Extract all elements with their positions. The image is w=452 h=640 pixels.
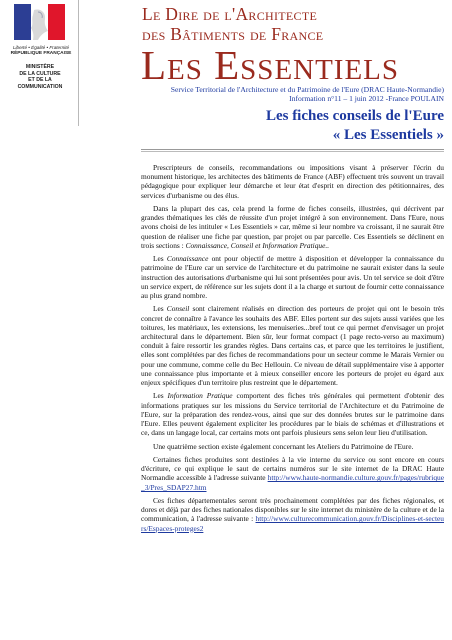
header-divider xyxy=(141,149,444,150)
logo-divider xyxy=(78,0,79,126)
paragraph-information-pratique-text: comportent des fiches très générales qui permettent d'obtenir des informations pratiques sur les missions du Service territorial de l'Architecture et du Patrimoine de l'Eure, sur la préparation des rendez-vous, ainsi que sur des données brutes sur le patrimoine dans l'Eure. Elles peuvent également expliciter les procédures par le biais de schémas et d'illustrations et ce, dans un langage local, car certains mots ont parfois plusieurs sens selon leur lieu d'utilisation. xyxy=(141,391,444,438)
lead-word: Les xyxy=(153,304,164,314)
information-line: Information n°11 – 1 juin 2012 -France POULAIN xyxy=(289,94,444,103)
document-heading-1: Les fiches conseils de l'Eure xyxy=(265,108,444,124)
title-line-2: des Bâtiments de France xyxy=(142,24,324,44)
paragraph-ministry-link xyxy=(141,496,444,533)
ministry-name: MINISTÈRE DE LA CULTURE ET DE LA COMMUNICATION xyxy=(17,64,63,90)
header xyxy=(0,0,452,143)
term-connaissance: Connaissance xyxy=(166,254,209,264)
document-body xyxy=(141,163,444,537)
paragraph-ateliers: Une quatrième section existe également concernant les Ateliers du Patrimoine de l'Eure. xyxy=(153,441,414,451)
term-information-pratique: Information Pratique xyxy=(167,391,233,401)
term-conseil: Conseil xyxy=(166,304,190,314)
ministry-logo xyxy=(0,0,80,126)
motto: Liberté • Égalité • Fraternité xyxy=(12,45,70,50)
paragraph-drac-text: Certaines fiches produites sont destinées à la vie interne du service ou sont encore en cours d'écriture, ce qui explique le saut de certains numéros sur le site internet de la DRAC Haute Normandie accessible à l'adresse suivante xyxy=(141,455,444,483)
paragraph-ministry-text: Ces fiches départementales seront très prochainement complétées par des fiches régionales, et dores et déjà par des fiches nationales disponibles sur le site internet du ministère de la culture et de la communication, à l'adresse suivante : xyxy=(141,496,444,524)
paragraph-connaissance-text: ont pour objectif de mettre à disposition et développer la connaissance du patrimoine de l'Eure car un service de l'architecture et du patrimoine ne saurait exister dans la seule instruction des autorisations d'urbanisme qui lui sont présentées pour avis. Un tel service se doit d'être un service expert, de référence sur les sujets dont il a la charge et surtout de fournir cette connaissance au plus grand nombre. xyxy=(141,254,444,301)
title-line-1: Le Dire de l'Architecte xyxy=(142,4,318,24)
drac-website-link[interactable]: http://www.haute-normandie.culture.gouv.fr/pages/rubrique_3/Pres_SDAP27.htm xyxy=(141,473,444,492)
service-line: Service Territorial de l'Architecture et du Patrimoine de l'Eure (DRAC Haute-Normandie) xyxy=(170,85,444,94)
ministry-website-link[interactable]: http://www.culturecommunication.gouv.fr/Disciplines-et-secteurs/Espaces-proteges2 xyxy=(141,514,444,533)
lead-word: Les xyxy=(153,391,164,401)
header-divider-thin xyxy=(141,151,444,152)
paragraph-fiches xyxy=(141,204,444,250)
paragraph-fiches-text: Dans la plupart des cas, cela prend la forme de fiches conseils, illustrées, qui décrivent par grandes thématiques les clés de réussite d'un projet intégré à son environnement. Dans l'Eure, nous avons choisi de les intituler « Les Essentiels » car, même si leur nombre va croissant, il ne saurait être question de réaliser une fiche par question, par projet ou par parcelle. Ces Essentiels se déclinent en trois sections : xyxy=(141,204,444,250)
paragraph-conseil-text: sont clairement réalisés en direction des porteurs de projet qui ont le besoin très concret de connaître à l'avance les souhaits des ABF. Elles portent sur des sujets aussi variées que les toitures, les matériaux, les extensions, les menuiseries...bref tout ce qui permet d'envisager un projet architectural dans le département. Bien sûr, leur format compact (1 page recto-verso au maximum) conduit à faire ressortir les grandes règles. Dans certains cas, et parce que les territoires le justifient, elles sont complétées par des fiches de recommandations pour un secteur comme le Marais Vernier ou pour une commune, comme celle du Bec Hellouin. Ce niveau de détail supplémentaire vise à apporter une connaissance plus importante et à mieux conseiller encore les porteurs de projet eu égard aux enjeux spécifiques d'un territoire plus restreint que le département. xyxy=(141,304,444,388)
paragraph-intro: Prescripteurs de conseils, recommandations ou impositions visant à préserver l'écrin du monument historique, les architectes des bâtiments de France (ABF) effectuent très souvent un travail pédagogique pour expliquer leur démarche et leur état d'esprit en direction des pétitionnaires, des services d'urbanisme ou des élus. xyxy=(141,163,444,200)
sections-list: Connaissance, Conseil et Information Pratique.. xyxy=(185,240,330,250)
title-les-essentiels: Les Essentiels xyxy=(141,42,400,88)
lead-word: Les xyxy=(153,254,164,264)
paragraph-drac-link xyxy=(141,455,444,492)
paragraph-conseil xyxy=(141,304,444,387)
republique-francaise: RÉPUBLIQUE FRANÇAISE xyxy=(10,51,72,56)
marianne-flag-icon xyxy=(0,0,80,46)
paragraph-information-pratique xyxy=(141,391,444,437)
document-heading-2: « Les Essentiels » xyxy=(332,127,444,143)
paragraph-connaissance xyxy=(141,254,444,300)
